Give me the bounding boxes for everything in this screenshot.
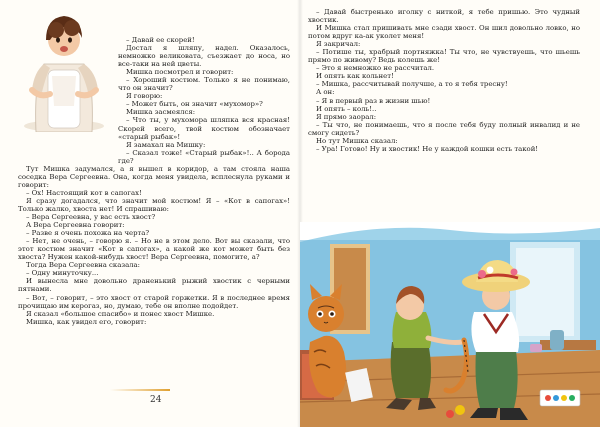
text-paragraph: Я прямо заорал: [316, 112, 377, 121]
text-paragraph: – Может быть, он значит «мухомор»? [126, 100, 263, 109]
text-paragraph: – Давай быстренько иголку с ниткой, я тебе пришью. Это чудный хвостик. [308, 8, 580, 25]
text-paragraph: – Потише ты, храбрый портняжка! Ты что, не чувствуешь, что шьешь прямо по живому? Ведь колешь же! [308, 48, 580, 65]
text-paragraph: И вынесла мне довольно драненький рыжий хвостик с черными пятнами. [18, 277, 290, 294]
neighbor-woman-illustration [14, 6, 114, 132]
text-paragraph: И опять – коль!.. [316, 104, 377, 113]
text-paragraph: – Одну минуточку... [26, 269, 99, 278]
text-paragraph: – Ох! Настоящий кот в сапогах! [26, 188, 142, 197]
boys-sewing-tail-illustration [300, 222, 600, 427]
text-paragraph: – Что ты, у мухомора шляпка вся красная! Скорей всего, твой костюм обозначает «старый рыбак»! [118, 116, 290, 141]
text-paragraph: – Вера Сергеевна, у вас есть хвост? [26, 213, 156, 222]
text-paragraph: – Ты что, не понимаешь, что я после тебя буду полный инвалид и не смогу сидеть? [308, 120, 580, 137]
text-paragraph: – Хороший костюм. Только я не понимаю, что он значит? [118, 76, 290, 93]
text-paragraph: Мишка засмеялся: [126, 108, 196, 117]
text-paragraph: Тут Мишка задумался, а я вышел в коридор, а там стояла наша соседка Вера Сергеевна. Она, когда меня увидела, всплеснула руками и говорит: [18, 164, 290, 189]
text-paragraph: Я сразу догадался, что значит мой костюм! Я – «Кот в сапогах»! Только жалко, хвоста нет! И спрашиваю: [18, 196, 290, 213]
text-paragraph: Тогда Вера Сергеевна сказала: [26, 261, 140, 270]
text-paragraph: – Давай ее скорей! [126, 36, 195, 44]
text-paragraph: Мишка посмотрел и говорит: [126, 68, 234, 77]
page-divider-line [110, 389, 170, 391]
text-paragraph: А Вера Сергеевна говорит: [26, 221, 125, 230]
text-paragraph: – Это я немножко не рассчитал. [316, 64, 435, 73]
text-paragraph: – Разве я очень похожа на черта? [26, 229, 150, 238]
text-paragraph: Достал я шляпу, надел. Оказалось, немножко великовата, съезжает до носа, но все-таки на ней цветы. [118, 44, 290, 69]
right-page-text [308, 8, 580, 153]
text-paragraph: Я закричал: [316, 40, 361, 49]
text-paragraph: – Ура! Готово! Ну и хвостик! Не у каждой кошки есть такой! [316, 144, 539, 153]
text-paragraph: – Мишка, рассчитывай получше, а то я тебя тресну! [316, 80, 508, 89]
text-paragraph: Я сказал «большое спасибо» и понес хвост Мишке. [26, 309, 215, 318]
right-page [300, 0, 600, 427]
text-paragraph: – Сказал тоже! «Старый рыбак»!.. А борода где? [118, 148, 290, 165]
text-paragraph: Мишка, как увидел его, говорит: [26, 317, 147, 326]
page-number: 24 [150, 395, 162, 405]
text-paragraph: И опять как кольнет! [316, 72, 394, 81]
text-paragraph: А он: [316, 88, 335, 97]
text-paragraph: – Я в первый раз в жизни шью! [316, 96, 431, 105]
text-paragraph: Но тут Мишка сказал: [316, 136, 398, 145]
left-page-text-full [18, 165, 290, 326]
text-paragraph: И Мишка стал пришивать мне сзади хвост. Он шил довольно ловко, но потом вдруг ка-ак уколет меня! [308, 24, 580, 41]
text-paragraph: – Нет, не очень, – говорю я. – Но не в этом дело. Вот вы сказали, что этот костюм значит «Кот в сапогах», а какой же кот может быть без хвоста? Нужен какой-нибудь хвост! Вера Сергеевна, помогите, а? [18, 237, 290, 262]
text-paragraph: – Вот, – говорит, – это хвост от старой горжетки. Я в последнее время прочищаю им керогаз, но, думаю, тебе он вполне подойдет. [18, 293, 290, 310]
left-page-text-column [118, 36, 290, 165]
text-paragraph: Я замахал на Мишку: [126, 140, 206, 149]
text-paragraph: Я говорю: [126, 92, 163, 101]
